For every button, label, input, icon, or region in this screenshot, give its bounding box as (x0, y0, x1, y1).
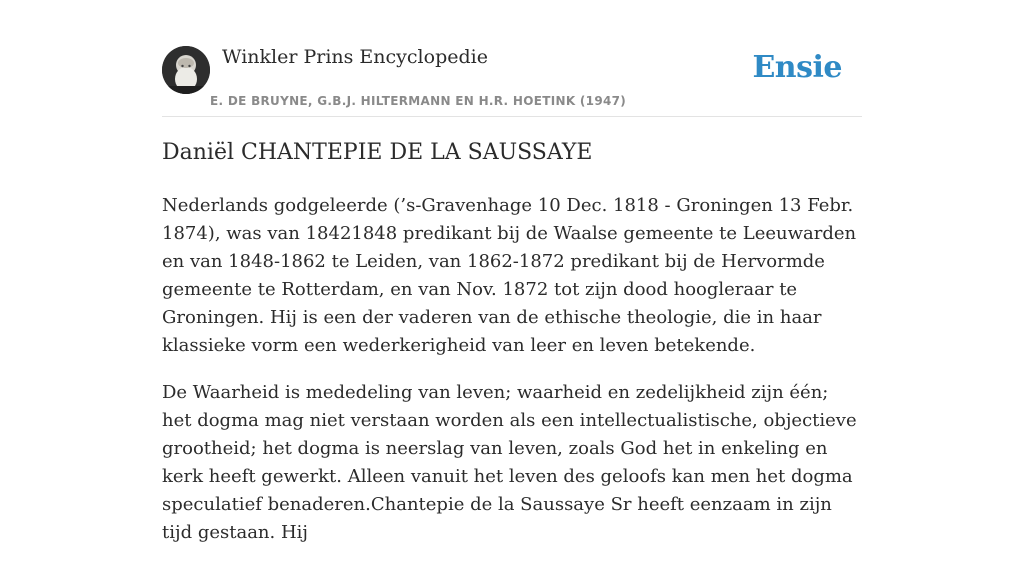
article-title: Daniël CHANTEPIE DE LA SAUSSAYE (162, 140, 593, 165)
article-paragraph: Nederlands godgeleerde (’s-Gravenhage 10 Dec. 1818 - Groningen 13 Febr. 1874), was van 18421848 predikant bij de Waalse gemeente te Leeuwarden en van 1848-1862 te Leiden, van 1862-1872 predikant bij de Hervormde gemeente te Rotterdam, en van Nov. 1872 tot zijn dood hoogleraar te Groningen. Hij is een der vaderen van de ethische theologie, die in haar klassieke vorm een wederkerigheid van leer en leven betekende. (162, 195, 857, 356)
source-title[interactable]: Winkler Prins Encyclopedie (222, 46, 488, 68)
source-authors: E. DE BRUYNE, G.B.J. HILTERMANN EN H.R. HOETINK (1947) (210, 94, 627, 108)
article-paragraph: De Waarheid is mededeling van leven; waarheid en zedelijkheid zijn één; het dogma mag niet verstaan worden als een intellectualistische, objectieve grootheid; het dogma is neerslag van leven, zoals God het in enkeling en kerk heeft gewerkt. Alleen vanuit het leven des geloofs kan men het dogma speculatief benaderen.Chantepie de la Saussaye Sr heeft eenzaam in zijn tijd gestaan. Hij (162, 382, 857, 543)
source-header (162, 0, 862, 117)
author-portrait-icon[interactable] (162, 46, 210, 94)
brand-logo[interactable]: Ensie (752, 50, 842, 85)
article-body (162, 192, 862, 566)
page-container (162, 0, 862, 543)
